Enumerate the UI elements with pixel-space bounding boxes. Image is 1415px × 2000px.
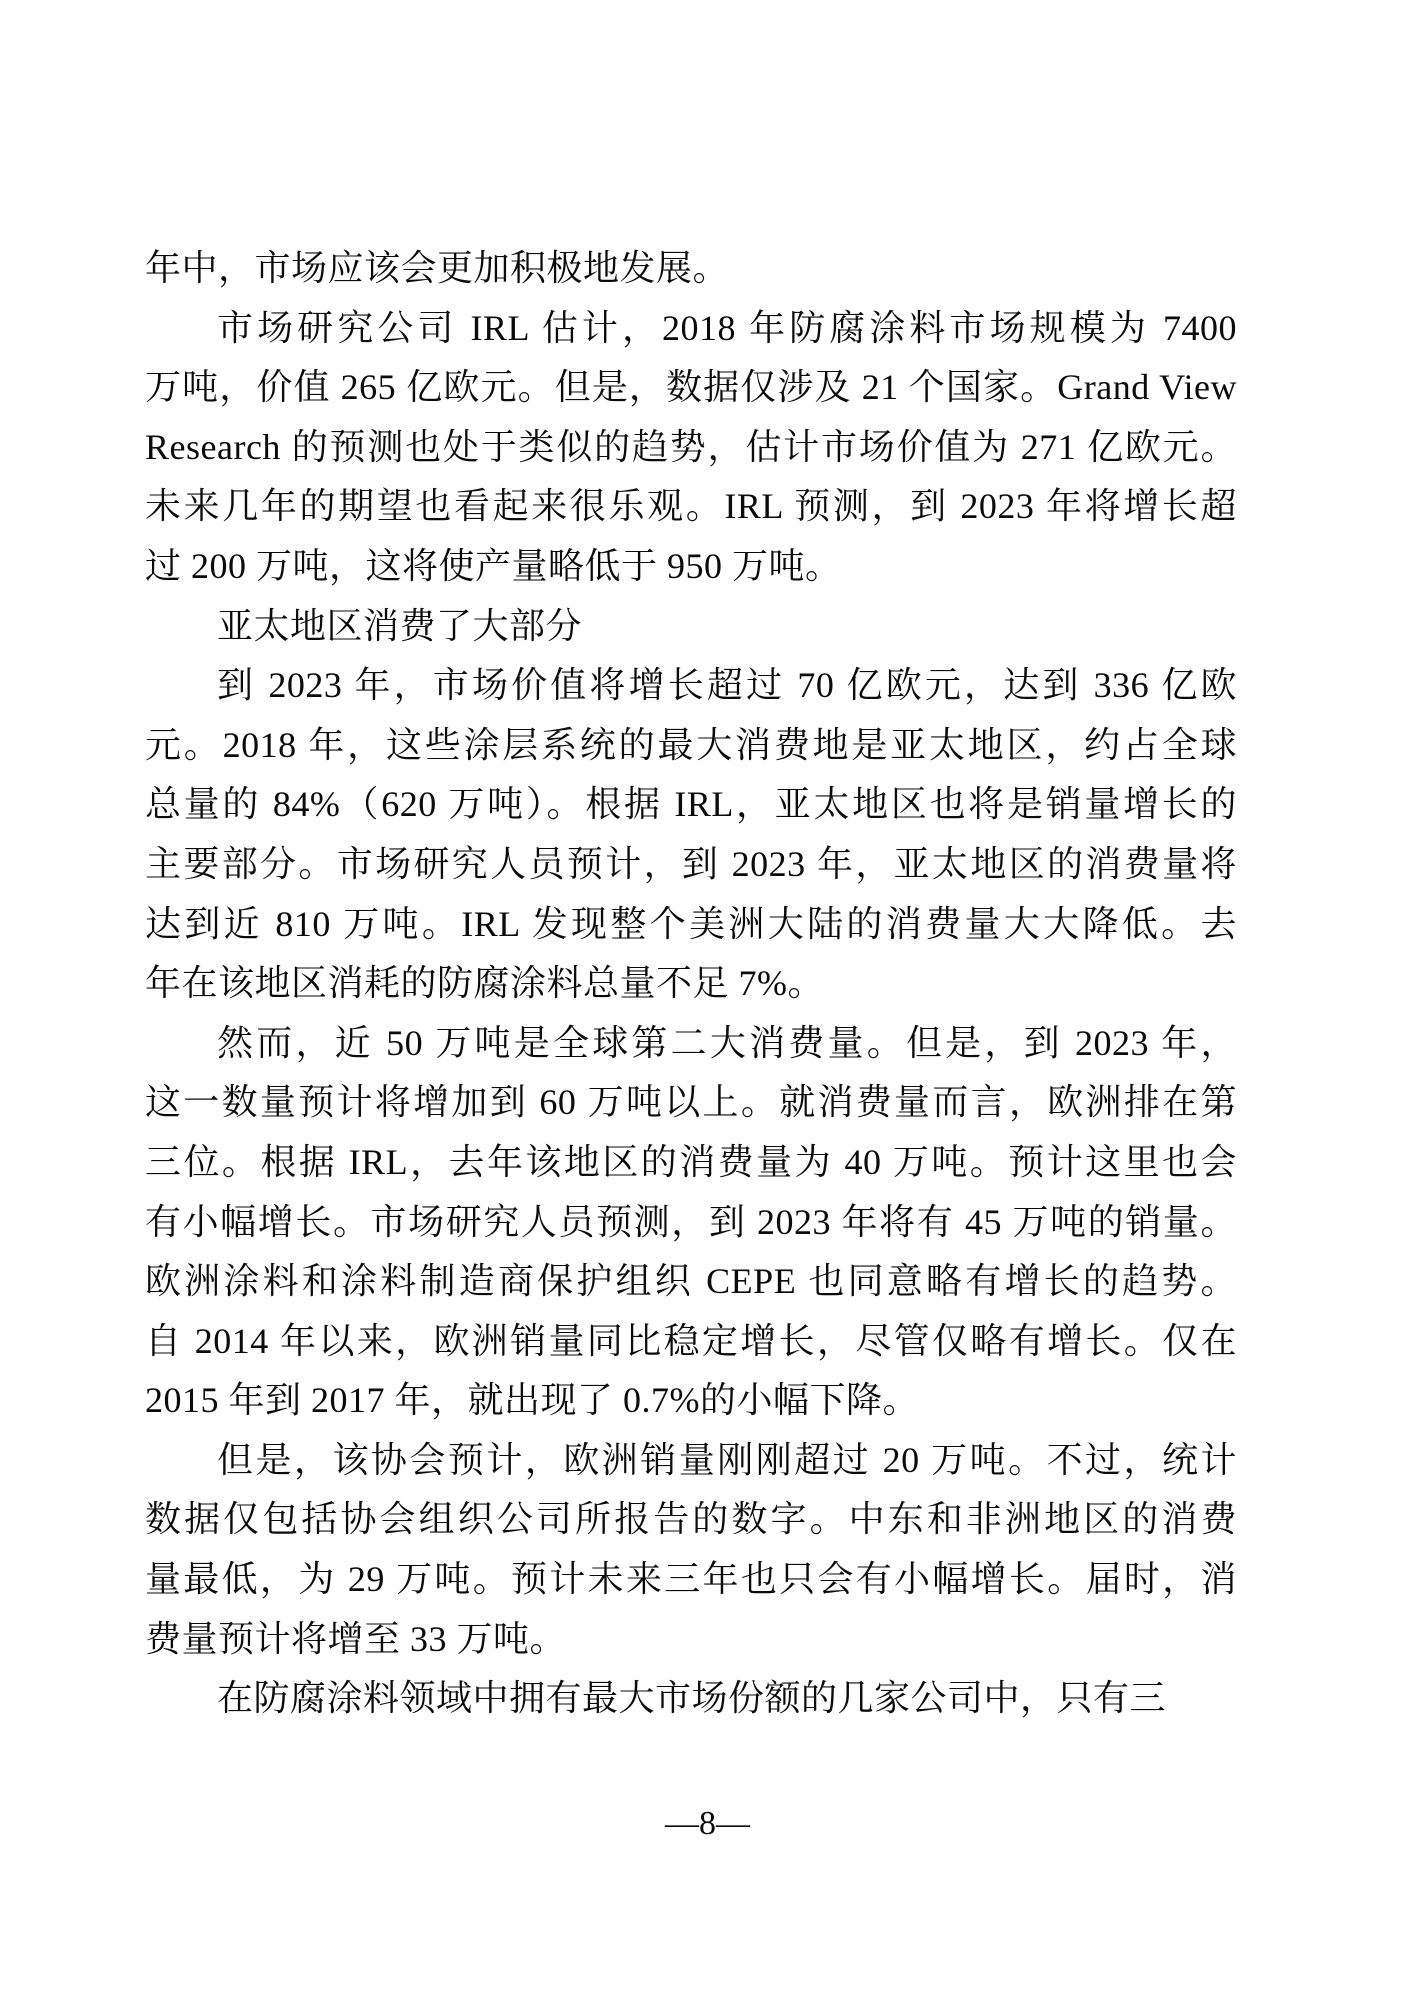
text-line: 但是，该协会预计，欧洲销量刚刚超过 20 万吨。不过，统计 (217, 1439, 1237, 1480)
text-line: 达到近 810 万吨。IRL 发现整个美洲大陆的消费量大大降低。去 (145, 903, 1237, 944)
text-line: 主要部分。市场研究人员预计，到 2023 年，亚太地区的消费量将 (145, 843, 1237, 884)
text-line: 亚太地区消费了大部分 (217, 605, 583, 646)
text-line: 过 200 万吨，这将使产量略低于 950 万吨。 (145, 545, 842, 586)
text-line: 量最低，为 29 万吨。预计未来三年也只会有小幅增长。届时，消 (145, 1559, 1237, 1600)
text-line: 然而，近 50 万吨是全球第二大消费量。但是，到 2023 年， (217, 1022, 1237, 1063)
text-line: 到 2023 年，市场价值将增长超过 70 亿欧元，达到 336 亿欧 (217, 665, 1237, 706)
text-line: 自 2014 年以来，欧洲销量同比稳定增长，尽管仅略有增长。仅在 (145, 1320, 1237, 1361)
text-line: 市场研究公司 IRL 估计，2018 年防腐涂料市场规模为 7400 (217, 307, 1237, 348)
text-line: 未来几年的期望也看起来很乐观。IRL 预测，到 2023 年将增长超 (145, 486, 1237, 527)
text-line: 数据仅包括协会组织公司所报告的数字。中东和非洲地区的消费 (145, 1499, 1237, 1540)
text-line: 总量的 84%（620 万吨）。根据 IRL，亚太地区也将是销量增长的 (145, 784, 1237, 825)
text-line: 在防腐涂料领域中拥有最大市场份额的几家公司中，只有三 (217, 1678, 1167, 1719)
text-line: 年在该地区消耗的防腐涂料总量不足 7%。 (145, 963, 824, 1004)
text-line: 有小幅增长。市场研究人员预测，到 2023 年将有 45 万吨的销量。 (145, 1201, 1237, 1242)
text-line: 年中，市场应该会更加积极地发展。 (145, 248, 730, 288)
text-line: 2015 年到 2017 年，就出现了 0.7%的小幅下降。 (145, 1380, 919, 1421)
text-line: Research 的预测也处于类似的趋势，估计市场价值为 271 亿欧元。 (145, 426, 1237, 467)
text-line: 万吨，价值 265 亿欧元。但是，数据仅涉及 21 个国家。Grand View (145, 367, 1237, 408)
text-line: 这一数量预计将增加到 60 万吨以上。就消费量而言，欧洲排在第 (145, 1082, 1237, 1123)
page-number: —8— (665, 1805, 750, 1842)
body-text (145, 239, 1237, 1729)
text-line: 欧洲涂料和涂料制造商保护组织 CEPE 也同意略有增长的趋势。 (145, 1261, 1237, 1302)
text-line: 费量预计将增至 33 万吨。 (145, 1618, 567, 1659)
text-line: 元。2018 年，这些涂层系统的最大消费地是亚太地区，约占全球 (145, 724, 1237, 765)
text-line: 三位。根据 IRL，去年该地区的消费量为 40 万吨。预计这里也会 (145, 1141, 1237, 1182)
